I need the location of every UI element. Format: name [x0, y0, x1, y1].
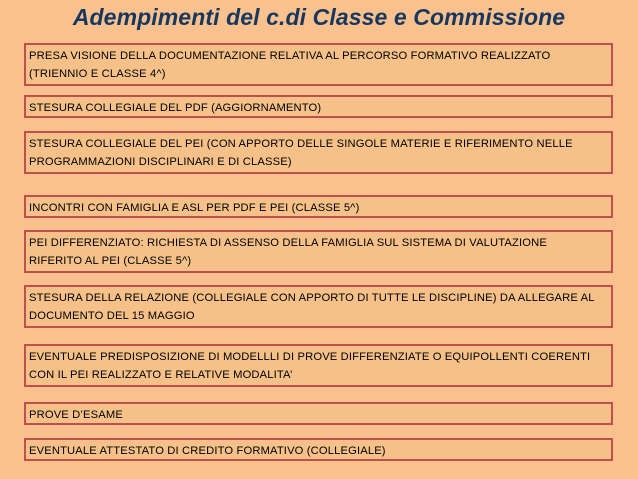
list-item-pei-differenziato: PEI DIFFERENZIATO: RICHIESTA DI ASSENSO DELLA FAMIGLIA SUL SISTEMA DI VALUTAZIONE RIFERITO AL PEI (CLASSE 5^) [24, 230, 613, 273]
list-item-stesura-pdf: STESURA COLLEGIALE DEL PDF (AGGIORNAMENTO) [24, 95, 613, 118]
list-item-prove-differenziate: EVENTUALE PREDISPOSIZIONE DI MODELLLI DI PROVE DIFFERENZIATE O EQUIPOLLENTI COERENTI CON IL PEI REALIZZATO E RELATIVE MODALITA’ [24, 344, 613, 387]
list-item-prove-esame: PROVE D’ESAME [24, 402, 613, 425]
list-item-stesura-pei: STESURA COLLEGIALE DEL PEI (CON APPORTO DELLE SINGOLE MATERIE E RIFERIMENTO NELLE PROGRAMMAZIONI DISCIPLINARI E DI CLASSE) [24, 131, 613, 174]
list-item-attestato-credito: EVENTUALE ATTESTATO DI CREDITO FORMATIVO (COLLEGIALE) [24, 438, 613, 461]
list-item-incontri-famiglia: INCONTRI CON FAMIGLIA E ASL PER PDF E PEI (CLASSE 5^) [24, 195, 613, 218]
list-item-stesura-relazione: STESURA DELLA RELAZIONE (COLLEGIALE CON APPORTO DI TUTTE LE DISCIPLINE) DA ALLEGARE AL DOCUMENTO DEL 15 MAGGIO [24, 285, 613, 328]
list-item-presa-visione: PRESA VISIONE DELLA DOCUMENTAZIONE RELATIVA AL PERCORSO FORMATIVO REALIZZATO (TRIENNIO E CLASSE 4^) [24, 43, 613, 86]
page-title: Adempimenti del c.di Classe e Commissione [72, 4, 566, 30]
